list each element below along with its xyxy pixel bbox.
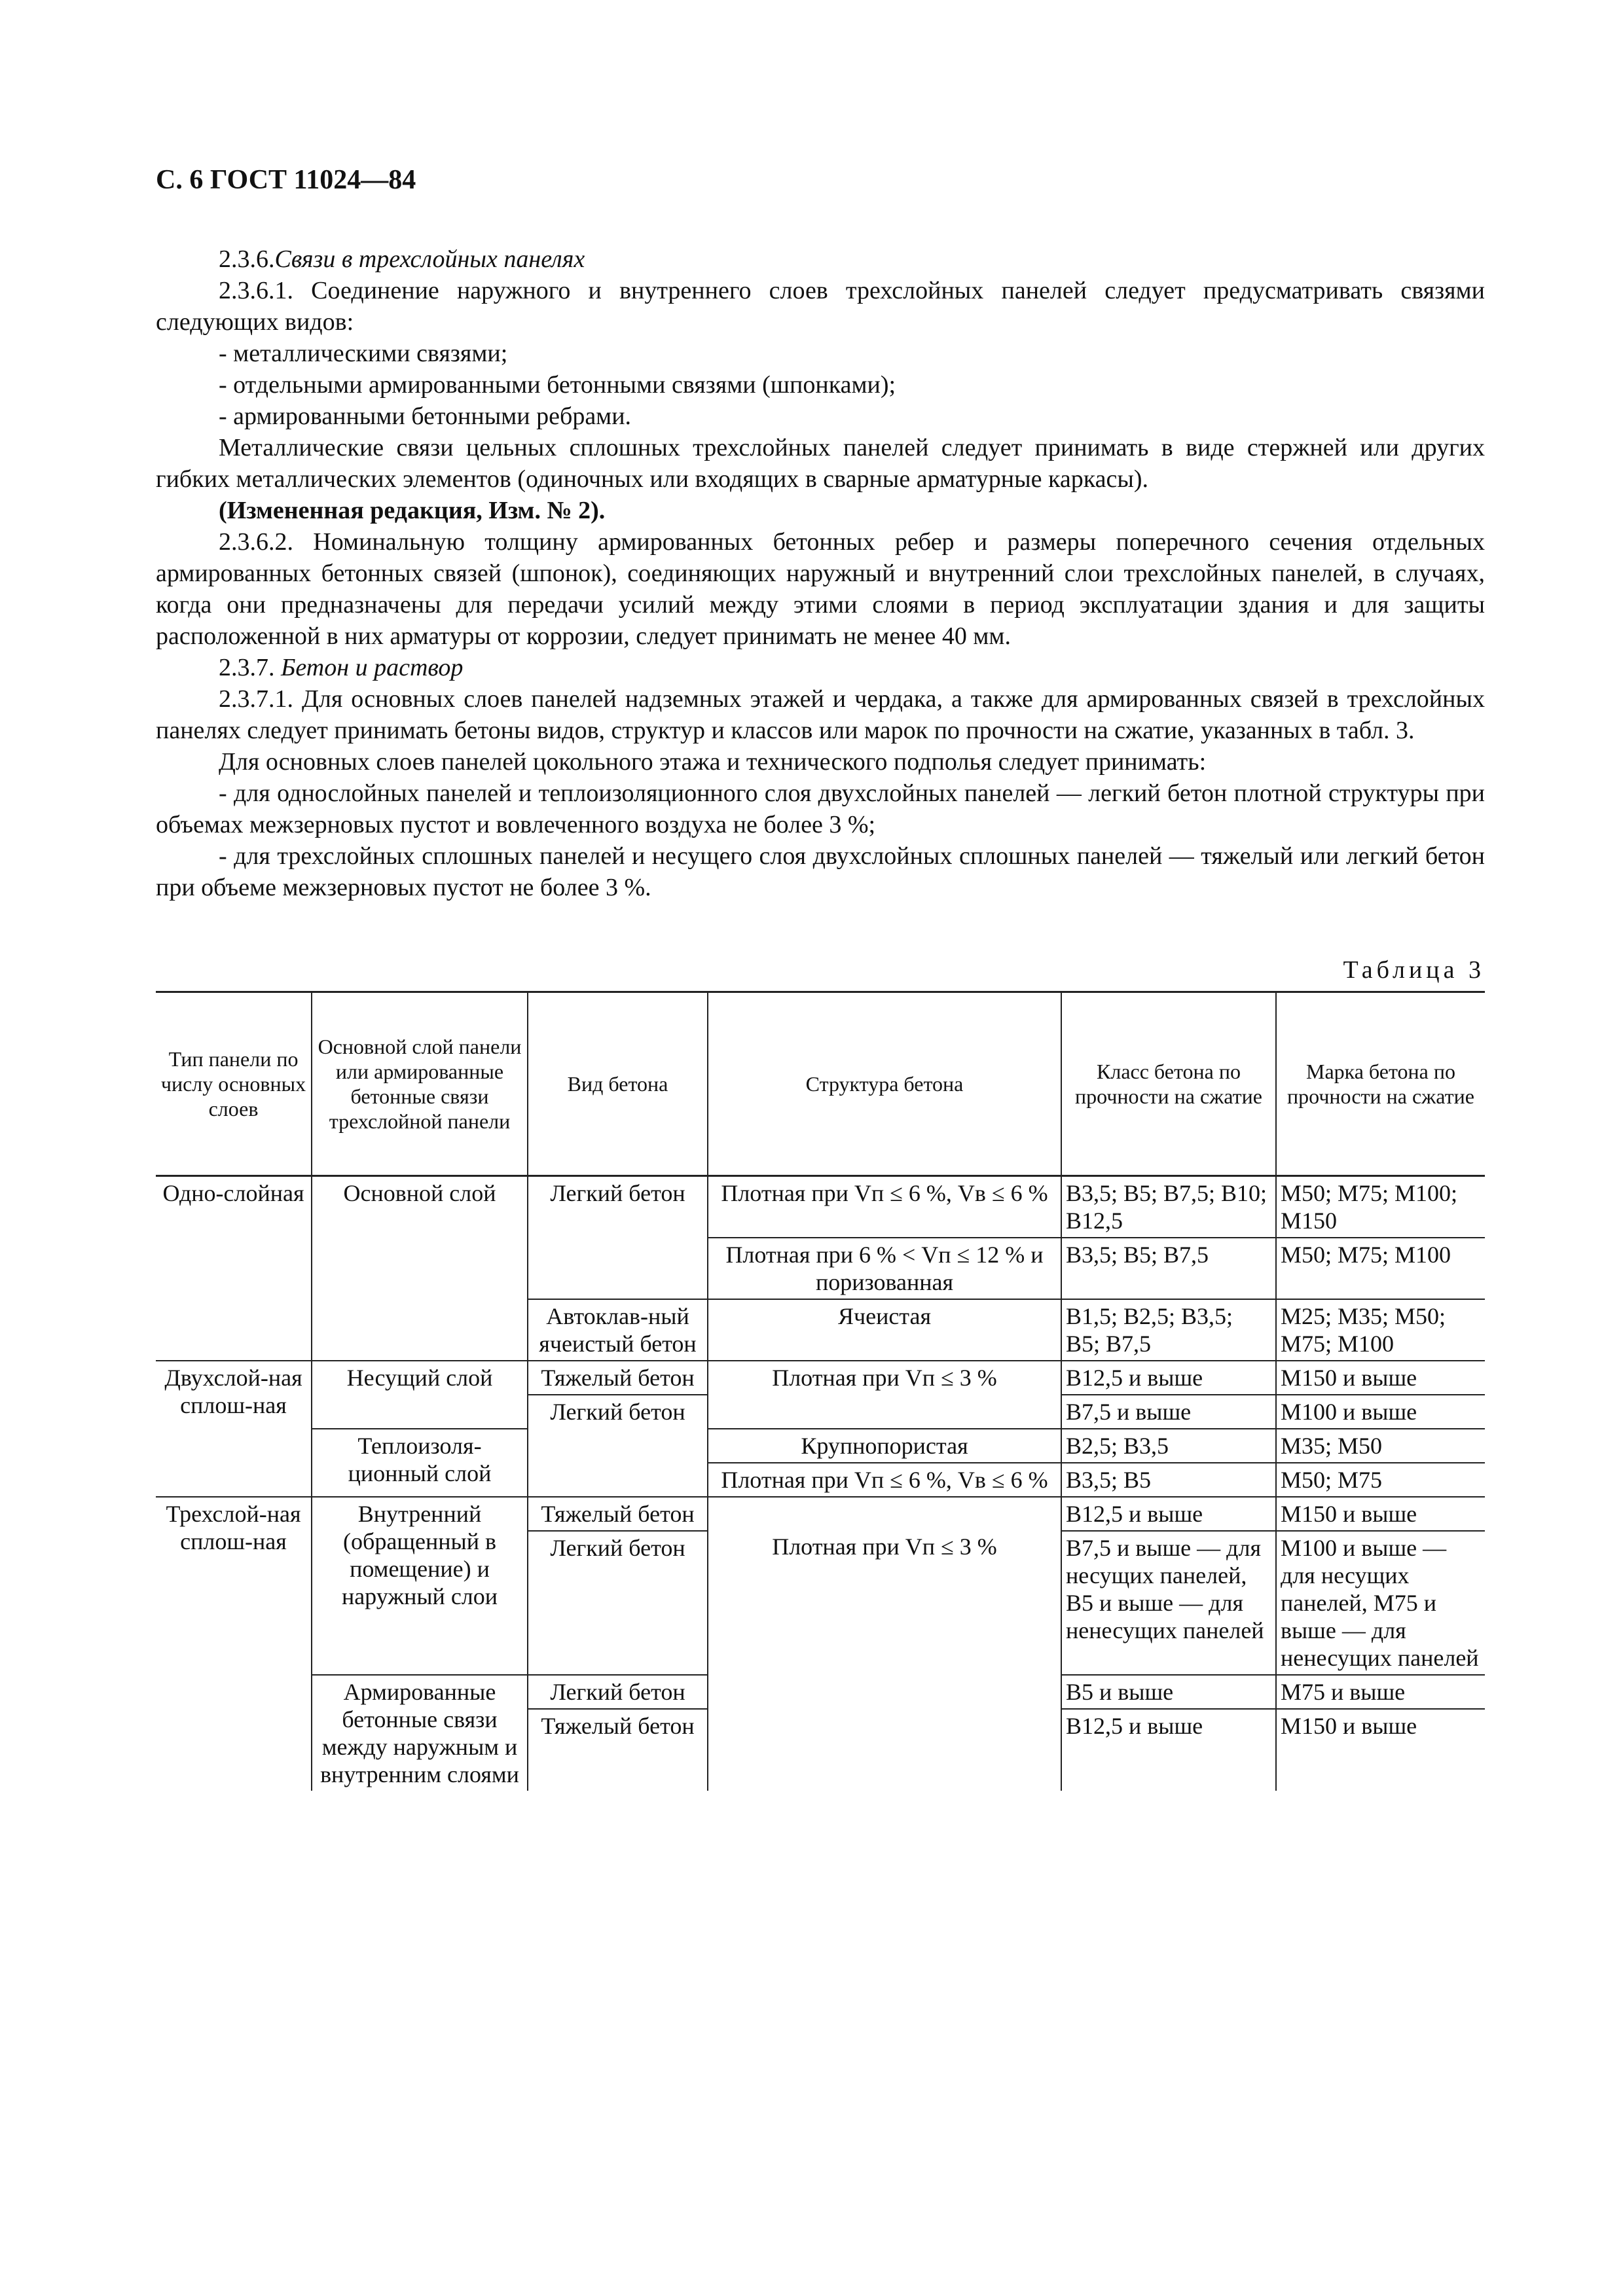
layer-cell: Несущий слой	[312, 1361, 528, 1429]
paragraph-cokol: Для основных слоев панелей цокольного этажа и технического подполья следует принимать:	[219, 748, 1207, 776]
class-cell: В12,5 и выше	[1061, 1361, 1276, 1395]
structure-text: Плотная при Vп ≤ 3 %	[772, 1534, 997, 1560]
mark-cell: М35; М50	[1276, 1429, 1485, 1463]
structure-cell: Плотная при 6 % < Vп ≤ 12 % и поризованная	[708, 1238, 1061, 1299]
mark-cell: М150 и выше	[1276, 1709, 1485, 1791]
table-row	[156, 1429, 1485, 1463]
section-2-3-7-heading	[156, 652, 1485, 683]
concrete-kind-cell: Тяжелый бетон	[528, 1497, 708, 1531]
table-row	[156, 1497, 1485, 1531]
concrete-kind-cell: Автоклав-ный ячеистый бетон	[528, 1299, 708, 1361]
paragraph-metal-links: Металлические связи цельных сплошных трехслойных панелей следует принимать в виде стержней или других гибких металлических элементов (одиночных или входящих в сварные арматурные каркасы).	[156, 434, 1485, 493]
layer-cell: Основной слой	[312, 1176, 528, 1361]
concrete-kind-cell: Тяжелый бетон	[528, 1709, 708, 1791]
table-header-row	[156, 992, 1485, 1176]
list-item: - армированными бетонными ребрами.	[219, 403, 632, 430]
class-cell: В7,5 и выше — для несущих панелей, В5 и выше — для ненесущих панелей	[1061, 1531, 1276, 1675]
mark-cell: М150 и выше	[1276, 1497, 1485, 1531]
section-title: Бетон и раствор	[281, 654, 464, 681]
column-header: Тип панели по числу основных слоев	[156, 992, 312, 1176]
page-header: С. 6 ГОСТ 11024—84	[156, 165, 416, 195]
class-cell: В12,5 и выше	[1061, 1709, 1276, 1791]
structure-cell	[708, 1497, 1061, 1791]
class-cell: В7,5 и выше	[1061, 1395, 1276, 1429]
section-number: 2.3.6.	[219, 245, 275, 273]
mark-cell: М100 и выше — для несущих панелей, М75 и выше — для ненесущих панелей	[1276, 1531, 1485, 1675]
paragraph-2-3-7-1: 2.3.7.1. Для основных слоев панелей надземных этажей и чердака, а также для армированных связей в трехслойных панелях следует принимать бетоны видов, структур и классов или марок по прочности на сжатие, указанных в табл. 3.	[156, 685, 1485, 744]
list-item: - отдельными армированными бетонными связями (шпонками);	[219, 371, 896, 399]
panel-type-cell: Трехслой-ная сплош-ная	[156, 1497, 312, 1791]
layer-cell: Внутренний (обращенный в помещение) и наружный слои	[312, 1497, 528, 1675]
concrete-kind-cell: Легкий бетон	[528, 1675, 708, 1709]
section-2-3-6-heading	[156, 243, 1485, 275]
table-caption: Таблица 3	[1343, 956, 1485, 984]
concrete-kind-cell: Легкий бетон	[528, 1531, 708, 1675]
section-number: 2.3.7.	[219, 654, 281, 681]
structure-cell: Плотная при Vп ≤ 6 %, Vв ≤ 6 %	[708, 1176, 1061, 1238]
layer-cell: Армированные бетонные связи между наружным и внутренним слоями	[312, 1675, 528, 1791]
panel-type-cell: Двухслой-ная сплош-ная	[156, 1361, 312, 1497]
mark-cell: М100 и выше	[1276, 1395, 1485, 1429]
layer-cell: Теплоизоля-ционный слой	[312, 1429, 528, 1497]
column-header: Марка бетона по прочности на сжатие	[1276, 992, 1485, 1176]
paragraph-2-3-6-1: 2.3.6.1. Соединение наружного и внутреннего слоев трехслойных панелей следует предусматривать связями следующих видов:	[156, 277, 1485, 336]
list-item: - металлическими связями;	[219, 340, 508, 367]
mark-cell: М50; М75	[1276, 1463, 1485, 1497]
table-row	[156, 1176, 1485, 1238]
structure-cell: Плотная при Vп ≤ 6 %, Vв ≤ 6 %	[708, 1463, 1061, 1497]
amendment-note: (Измененная редакция, Изм. № 2).	[219, 497, 606, 524]
list-item: - для однослойных панелей и теплоизоляционного слоя двухслойных панелей — легкий бетон плотной структуры при объемах межзерновых пустот и вовлеченного воздуха не более 3 %;	[156, 780, 1485, 838]
table-row	[156, 1361, 1485, 1395]
mark-cell: М150 и выше	[1276, 1361, 1485, 1395]
mark-cell: М75 и выше	[1276, 1675, 1485, 1709]
class-cell: В1,5; В2,5; В3,5; В5; В7,5	[1061, 1299, 1276, 1361]
class-cell: В3,5; В5; В7,5	[1061, 1238, 1276, 1299]
list-item: - для трехслойных сплошных панелей и несущего слоя двухслойных сплошных панелей — тяжелый или легкий бетон при объеме межзерновых пустот не более 3 %.	[156, 842, 1485, 901]
class-cell: В2,5; В3,5	[1061, 1429, 1276, 1463]
structure-cell: Ячеистая	[708, 1299, 1061, 1361]
concrete-kind-cell: Легкий бетон	[528, 1176, 708, 1300]
structure-cell: Крупнопористая	[708, 1429, 1061, 1463]
class-cell: В3,5; В5; В7,5; В10; В12,5	[1061, 1176, 1276, 1238]
mark-cell: М50; М75; М100	[1276, 1238, 1485, 1299]
column-header: Вид бетона	[528, 992, 708, 1176]
concrete-kind-cell: Легкий бетон	[528, 1395, 708, 1497]
column-header: Основной слой панели или армированные бетонные связи трехслойной панели	[312, 992, 528, 1176]
structure-cell: Плотная при Vп ≤ 3 %	[708, 1361, 1061, 1429]
class-cell: В3,5; В5	[1061, 1463, 1276, 1497]
section-title: Связи в трехслойных панелях	[274, 245, 585, 273]
panel-type-cell: Одно-слойная	[156, 1176, 312, 1361]
class-cell: В12,5 и выше	[1061, 1497, 1276, 1531]
mark-cell: М25; М35; М50; М75; М100	[1276, 1299, 1485, 1361]
column-header: Класс бетона по прочности на сжатие	[1061, 992, 1276, 1176]
mark-cell: М50; М75; М100; М150	[1276, 1176, 1485, 1238]
concrete-kind-cell: Тяжелый бетон	[528, 1361, 708, 1395]
column-header: Структура бетона	[708, 992, 1061, 1176]
paragraph-2-3-6-2: 2.3.6.2. Номинальную толщину армированных бетонных ребер и размеры поперечного сечения отдельных армированных бетонных связей (шпонок), соединяющих наружный и внутренний слои трехслойных панелей, в случаях, когда они предназначены для передачи усилий между этими слоями в период эксплуатации здания и для защиты расположенной в них арматуры от коррозии, следует принимать не менее 40 мм.	[156, 528, 1485, 650]
document-page	[156, 164, 1485, 1791]
class-cell: В5 и выше	[1061, 1675, 1276, 1709]
table-3	[156, 991, 1485, 1791]
